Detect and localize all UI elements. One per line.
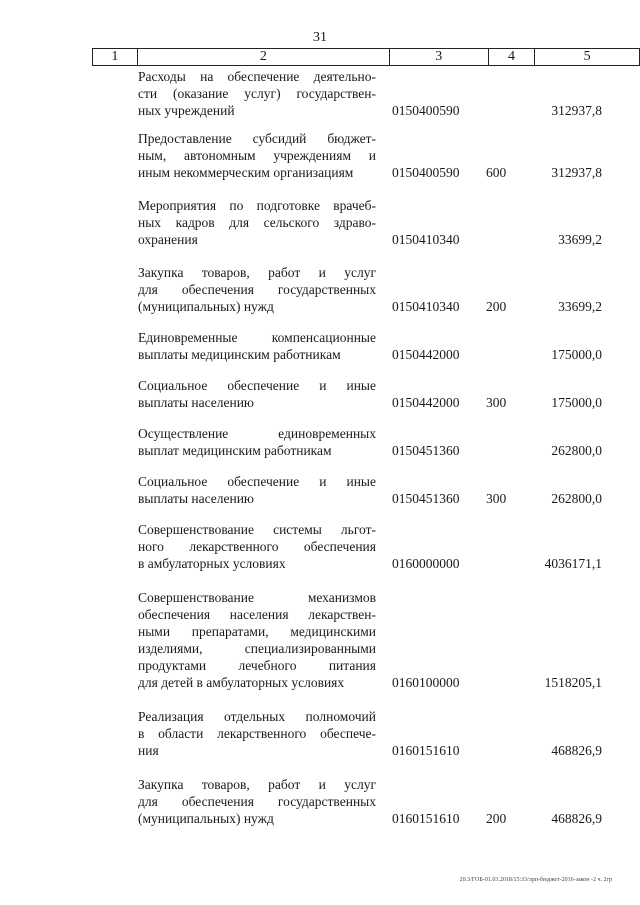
- row-amount: 33699,2: [558, 299, 602, 314]
- description-line: ния: [138, 743, 159, 758]
- description-line: Реализация отдельных полномочий: [138, 709, 376, 724]
- row-description: [138, 776, 376, 827]
- description-line: ными препаратами, медицинскими: [138, 624, 376, 639]
- row-description: [138, 521, 376, 572]
- column-header-5: 5: [535, 49, 640, 66]
- row-description: [138, 130, 376, 181]
- row-description: [138, 708, 376, 759]
- row-description: [138, 329, 376, 363]
- description-line: сти (оказание услуг) государствен-: [138, 86, 376, 101]
- description-line: в амбулаторных условиях: [138, 556, 286, 571]
- description-line: в области лекарственного обеспече-: [138, 726, 376, 741]
- row-code: 0150400590: [392, 103, 460, 118]
- description-line: ного лекарственного обеспечения: [138, 539, 376, 554]
- row-description: [138, 589, 376, 691]
- row-code: 0160151610: [392, 811, 460, 826]
- description-line: выплаты населению: [138, 491, 255, 506]
- row-amount: 468826,9: [551, 743, 602, 758]
- description-line: для обеспечения государственных: [138, 794, 376, 809]
- row-description: [138, 197, 376, 248]
- row-expense-type: 600: [486, 165, 507, 180]
- description-line: ных кадров для сельского здраво-: [138, 215, 376, 230]
- row-code: 0160000000: [392, 556, 460, 571]
- column-header-4: 4: [488, 49, 535, 66]
- description-line: для обеспечения государственных: [138, 282, 376, 297]
- description-line: охранения: [138, 232, 198, 247]
- description-line: обеспечения населения лекарствен-: [138, 607, 376, 622]
- row-description: [138, 264, 376, 315]
- column-header-3: 3: [389, 49, 488, 66]
- row-code: 0160151610: [392, 743, 460, 758]
- description-line: выплаты медицинским работникам: [138, 347, 341, 362]
- description-line: изделиями, специализированными: [138, 641, 376, 656]
- description-line: ных учреждений: [138, 103, 235, 118]
- description-line: Мероприятия по подготовке врачеб-: [138, 198, 376, 213]
- description-line: Социальное обеспечение и иные: [138, 474, 376, 489]
- description-line: Единовременные компенсационные: [138, 330, 376, 345]
- row-amount: 1518205,1: [544, 675, 602, 690]
- column-header-row: [92, 48, 640, 66]
- row-code: 0150451360: [392, 491, 460, 506]
- row-amount: 4036171,1: [544, 556, 602, 571]
- description-line: Совершенствование системы льгот-: [138, 522, 376, 537]
- page-number: 31: [313, 30, 327, 45]
- row-code: 0150442000: [392, 395, 460, 410]
- description-line: Предоставление субсидий бюджет-: [138, 131, 376, 146]
- row-expense-type: 300: [486, 395, 507, 410]
- row-code: 0160100000: [392, 675, 460, 690]
- row-amount: 468826,9: [551, 811, 602, 826]
- row-expense-type: 300: [486, 491, 507, 506]
- column-header-1: 1: [93, 49, 138, 66]
- row-code: 0150451360: [392, 443, 460, 458]
- description-line: Закупка товаров, работ и услуг: [138, 265, 376, 280]
- footer-document-code: 20.3/ГОБ-01.03.2018/15:33/лрп-бюджет-2016-закон -2 ч. 2гр: [459, 877, 612, 883]
- row-amount: 312937,8: [551, 165, 602, 180]
- row-expense-type: 200: [486, 299, 507, 314]
- description-line: Закупка товаров, работ и услуг: [138, 777, 376, 792]
- description-line: выплат медицинским работникам: [138, 443, 332, 458]
- row-expense-type: 200: [486, 811, 507, 826]
- row-amount: 312937,8: [551, 103, 602, 118]
- row-description: [138, 377, 376, 411]
- row-code: 0150442000: [392, 347, 460, 362]
- row-amount: 262800,0: [551, 491, 602, 506]
- row-code: 0150400590: [392, 165, 460, 180]
- description-line: Расходы на обеспечение деятельно-: [138, 69, 376, 84]
- row-description: [138, 473, 376, 507]
- description-line: для детей в амбулаторных условиях: [138, 675, 345, 690]
- description-line: продуктами лечебного питания: [138, 658, 376, 673]
- row-description: [138, 68, 376, 119]
- description-line: Осуществление единовременных: [138, 426, 376, 441]
- row-amount: 33699,2: [558, 232, 602, 247]
- description-line: иным некоммерческим организациям: [138, 165, 354, 180]
- row-amount: 262800,0: [551, 443, 602, 458]
- row-description: [138, 425, 376, 459]
- description-line: выплаты населению: [138, 395, 255, 410]
- description-line: (муниципальных) нужд: [138, 299, 274, 314]
- column-header-2: 2: [137, 49, 389, 66]
- description-line: ным, автономным учреждениям и: [138, 148, 376, 163]
- description-line: Совершенствование механизмов: [138, 590, 376, 605]
- description-line: Социальное обеспечение и иные: [138, 378, 376, 393]
- description-line: (муниципальных) нужд: [138, 811, 274, 826]
- row-amount: 175000,0: [551, 347, 602, 362]
- row-amount: 175000,0: [551, 395, 602, 410]
- row-code: 0150410340: [392, 232, 460, 247]
- row-code: 0150410340: [392, 299, 460, 314]
